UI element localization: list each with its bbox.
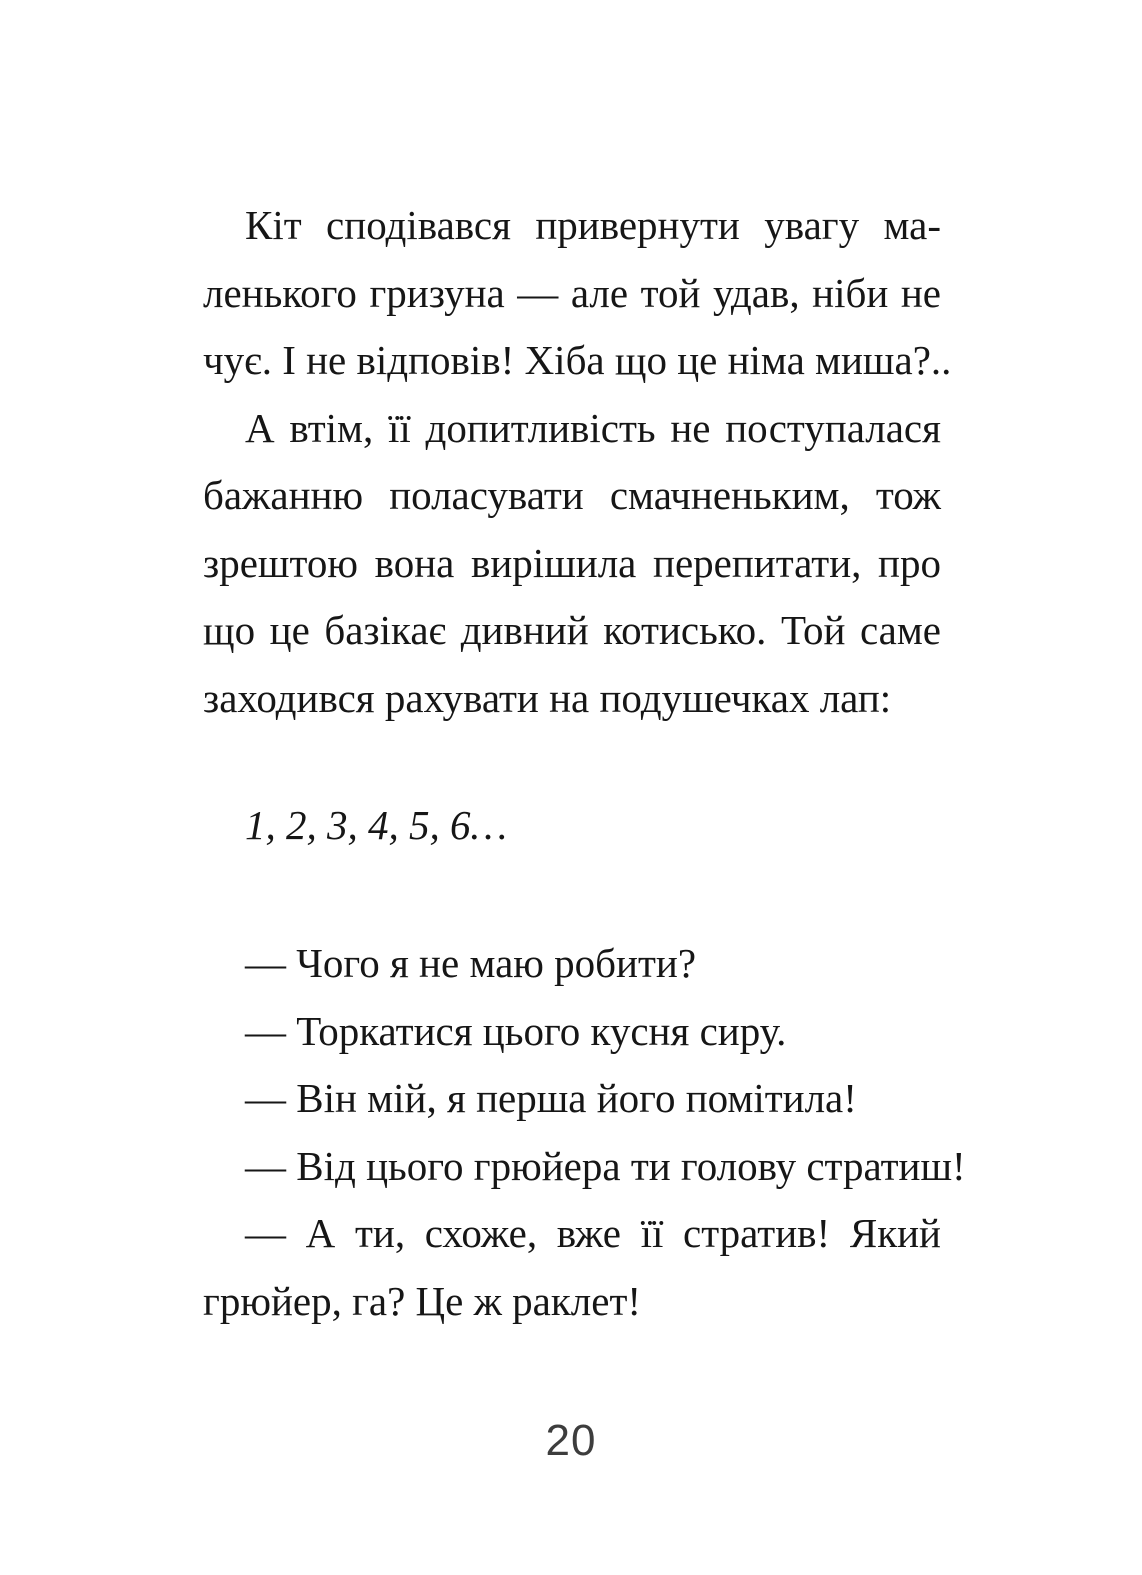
dialogue-line: — А ти, схоже, вже її стратив! Який: [245, 1210, 941, 1256]
dialogue-line: — Від цього грюйера ти голову стратиш!: [245, 1142, 966, 1189]
body-text-line: чує. І не відповів! Хіба що це німа миша?..: [203, 337, 952, 383]
dialogue-line: — Торкатися цього кусня сиру.: [245, 1007, 787, 1054]
counting-text: [203, 792, 941, 860]
body-text-line: зрештою вона вирішила перепитати, про: [203, 539, 941, 586]
counting-line: 1, 2, 3, 4, 5, 6…: [245, 802, 507, 848]
dialogue-line: — Чого я не маю робити?: [245, 940, 697, 986]
dialogue-line: грюйер, га? Це ж раклет!: [203, 1277, 642, 1324]
page-number: 20: [545, 1416, 597, 1465]
body-text-line: заходився рахувати на подушечках лап:: [203, 674, 892, 721]
body-text-line: А втім, її допитливість не поступалася: [245, 404, 941, 451]
body-text-line: Кіт сподівався привернути увагу ма-: [245, 202, 941, 248]
dialogue-line: — Він мій, я перша його помітила!: [245, 1075, 857, 1121]
body-text-line: ленького гризуна — але той удав, ніби не: [203, 269, 941, 316]
dialogue-text: [203, 930, 966, 1335]
body-text: [203, 192, 952, 732]
body-text-line: що це базікає дивний котисько. Той саме: [203, 607, 941, 653]
body-text-line: бажанню поласувати смачненьким, тож: [203, 472, 941, 518]
